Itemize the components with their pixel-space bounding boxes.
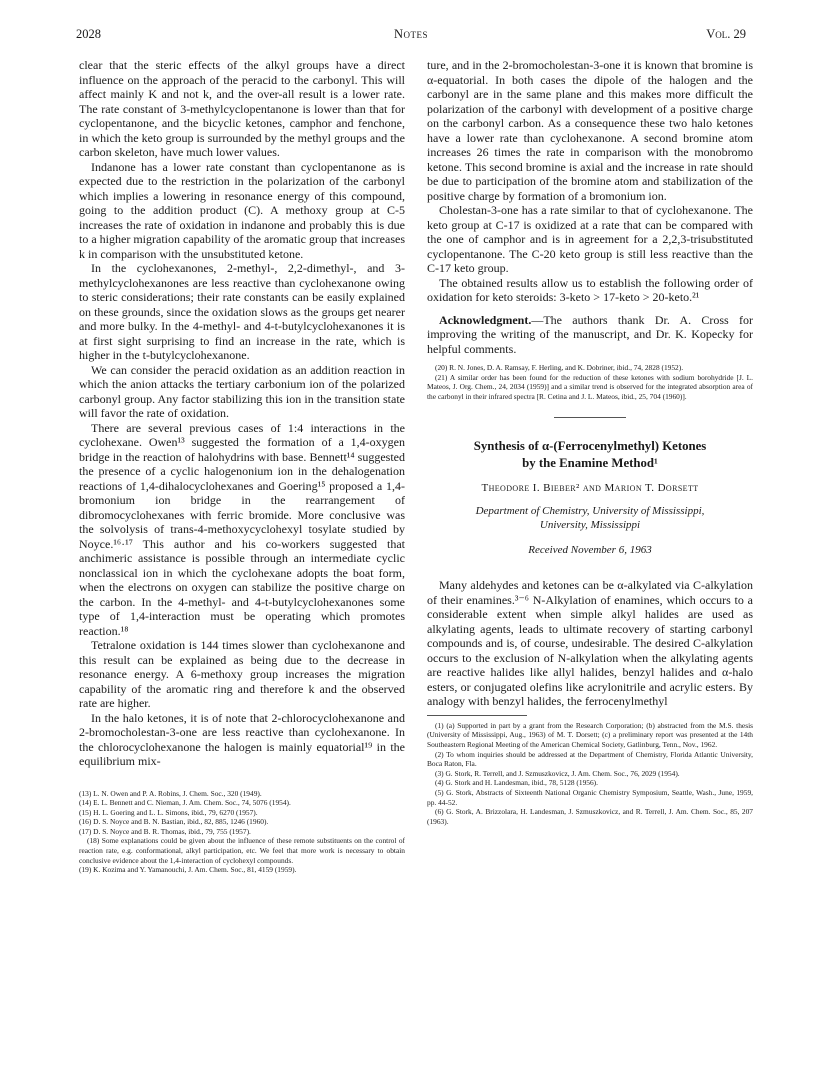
received-date: Received November 6, 1963: [528, 544, 652, 557]
footnote: (6) G. Stork, A. Brizzolara, H. Landesman, J. Szmuszkovicz, and R. Terrell, J. Am. Chem. Soc., 85, 207 (1963).: [427, 807, 753, 826]
paragraph: In the halo ketones, it is of note that 2-chlorocyclohexanone and 2-bromocholestan-3-one are less reactive than cyclohexanone. In the chlorocyclohexanone the halogen is mainly equatorial¹⁹ in the equilibrium mix-: [79, 710, 405, 768]
paragraph: In the cyclohexanones, 2-methyl-, 2,2-dimethyl-, and 3-methylcyclohexanones are less reactive than cyclohexanone owing to steric considerations; their rate constants can be easily explained on these grounds, since the oxidation slows as the groups get nearer and more bulky. In the 4-methyl- and 4-t-butylcyclohexanones it is at first sight surprising to find an increase in the rate, which is higher in the t-butylcyclohexanone.: [79, 261, 405, 362]
paragraph: Indanone has a lower rate constant than cyclopentanone as is expected due to the restriction in the polarization of the carbonyl which implies a lowering in resonance energy of this compound, going to the addition product (C). A methoxy group at C-5 increases the rate of oxidation in indanone and probably this is due to a higher migration capability of the aromatic group that increases k in comparison with the unsubstituted ketone.: [79, 159, 405, 261]
article-authors: Theodore I. Bieber² and Marion T. Dorsett: [481, 482, 699, 495]
acknowledgment-label: Acknowledgment.: [439, 312, 532, 327]
left-column: [79, 58, 405, 875]
article-title-line2: by the Enamine Method¹: [522, 456, 658, 471]
footnote: (16) D. S. Noyce and B. N. Bastian, ibid., 82, 885, 1246 (1960).: [79, 817, 269, 827]
paragraph: The obtained results allow us to establish the following order of oxidation for keto steroids: 3-keto > 17-keto > 20-keto.²¹: [427, 275, 753, 304]
footnote: (17) D. S. Noyce and B. R. Thomas, ibid., 79, 755 (1957).: [79, 826, 251, 836]
footnote: (15) H. L. Goering and L. L. Simons, ibid., 79, 6270 (1957).: [79, 807, 258, 817]
article-title: Synthesis of α-(Ferrocenylmethyl) Ketones: [473, 439, 707, 454]
footnote: (20) R. N. Jones, D. A. Ramsay, F. Herling, and K. Dobriner, ibid., 74, 2828 (1952).: [435, 363, 684, 372]
affiliation: Department of Chemistry, University of Mississippi,: [475, 505, 705, 518]
page-number: 2028: [76, 27, 101, 41]
paragraph: clear that the steric effects of the alkyl groups have a direct influence on the approach of the peracid to the carbonyl. This will affect mainly K and not k, and the over-all result is a lower rate. The rate constant of 3-methylcyclopentanone is lower than that for cyclopentanone, and the bicyclic ketones, camphor and fenchone, in which the keto group is surrounded by the methyl groups and the carbon skeleton, have much lower values.: [79, 58, 405, 159]
footnote: (14) E. L. Bennett and C. Nieman, J. Am. Chem. Soc., 74, 5076 (1954).: [79, 798, 291, 808]
section-name: Notes: [393, 27, 429, 41]
footnote: (18) Some explanations could be given about the influence of these remote substituents on the control of reaction rate, e.g. conformational, alkyl participation, etc. We feel that more work is necessary to obtain conclusive evidence about the 1,4-interaction of cyclohexyl compounds.: [79, 836, 405, 865]
volume-label: Vol. 29: [706, 27, 746, 41]
paragraph: Tetralone oxidation is 144 times slower than cyclohexanone and this result can be explained as being due to the decrease in resonance energy. A 6-methoxy group increases the migration capability of the aromatic ring and therefore k and the observed rate are higher.: [79, 638, 405, 710]
footnote: (3) G. Stork, R. Terrell, and J. Szmuszkovicz, J. Am. Chem. Soc., 76, 2029 (1954).: [435, 768, 680, 778]
footnote: (1) (a) Supported in part by a grant from the Research Corporation; (b) abstracted from the M.S. thesis (University of Mississippi, Aug., 1963) of M. T. Dorsett; (c) a preliminary report was presented at the 14th Southeastern Regional Meeting of the American Chemical Society, Gatlinburg, Tenn., Nov., 1962.: [427, 720, 753, 750]
running-header: [76, 27, 746, 43]
footnote: (21) A similar order has been found for the reduction of these ketones with sodium borohydride [J. L. Mateos, J. Org. Chem., 24, 2034 (1959)] and a similar trend is observed for the integrated absorption area of the carbonyl in their infrared spectra [R. Cetina and J. L. Mateos, ibid., 25, 704 (1960)].: [427, 372, 753, 401]
footnote: (2) To whom inquiries should be addressed at the Department of Chemistry, Florida Atlantic University, Boca Raton, Fla.: [427, 749, 753, 769]
footnote: (19) K. Kozima and Y. Yamanouchi, J. Am. Chem. Soc., 81, 4159 (1959).: [79, 865, 297, 875]
footnote: (5) G. Stork, Abstracts of Sixteenth National Organic Chemistry Symposium, Seattle, Wash., June, 1959, pp. 44-52.: [427, 788, 753, 807]
paragraph: We can consider the peracid oxidation as an addition reaction in which the anion attacks the tertiary carbonium ion of the polarized carbonyl group. Any factor stabilizing this ion in the transition state will favor the rate of oxidation.: [79, 362, 405, 420]
paragraph: ture, and in the 2-bromocholestan-3-one it is known that bromine is α-equatorial. In both cases the dipole of the halogen and the carbonyl are in the same plane and this makes more difficult the polarization of the carbonyl with development of a positive charge on the carbonyl carbon. As a consequence these two halo ketones have a lower rate than cyclohexanone. A second bromine atom increases 26 times the rate in comparison with the monobromo ketone. This second bromine is axial and the increase in rate should be due to participation of the bromine atom and stabilization of the positive charge by formation of a bromonium ion.: [427, 58, 753, 203]
paragraph: Cholestan-3-one has a rate similar to that of cyclohexanone. The keto group at C-17 is oxidized at a rate that can be compared with the one of camphor and is in agreement for a 2,2,3-trisubstituted cyclopentanone. The C-20 keto group is still less reactive than the C-17 keto group.: [427, 203, 753, 275]
footnote-rule: [427, 715, 527, 716]
affiliation-line2: University, Mississippi: [539, 519, 641, 532]
paragraph: Many aldehydes and ketones can be α-alkylated via C-alkylation of their enamines.³⁻⁶ N-Alkylation of enamines, which occurs to a considerable extent when simple alkyl halides are used as alkylating agents, leads to ultimate recovery of starting carbonyl compounds and is, of course, undesirable. The desired C-alkylation occurs to the exclusion of N-alkylation when the alkylating agents are reactive halides like allyl halides, benzyl halides and α-halo esters, or conjugated olefins like acrylonitrile and acrylic esters. By analogy with benzyl halides, the ferrocenylmethyl: [427, 578, 753, 709]
section-divider: [554, 417, 626, 418]
right-column: [427, 58, 753, 826]
paragraph: There are several previous cases of 1:4 interactions in the cyclohexane. Owen¹³ suggested the formation of a 1,4-oxygen bridge in the reaction of halohydrins with base. Bennett¹⁴ suggested the presence of a cyclic halogenonium ion in the dehalogenation reactions of 1,4-dihalocyclohexanes and Goering¹⁵ proposed a 1,4-bromonium ion bridge in the rearrangement of dibromocyclohexanes with ferric bromide. More conclusive was the solvolysis of trans-4-methoxycyclohexyl tosylate studied by Noyce.¹⁶·¹⁷ This author and his co-workers suggested that anchimeric assistance is possible through an intermediate cyclic nonclassical ion in which the cyclohexane adopts the boat form, when the electrons on oxygen can stabilize the positive charge on the carbon. In the 4-methyl- and 4-t-butylcyclohexanones some type of 1,4-interaction must be operating which promotes reaction.¹⁸: [79, 420, 405, 638]
footnote: (13) L. N. Owen and P. A. Robins, J. Chem. Soc., 320 (1949).: [79, 788, 262, 798]
acknowledgment: [427, 313, 753, 357]
acknowledgment-text: —The authors thank Dr. A. Cross for improving the writing of the manuscript, and Dr. K. Kopecky for helpful comments.: [427, 312, 753, 356]
footnote: (4) G. Stork and H. Landesman, ibid., 78, 5128 (1956).: [435, 778, 598, 788]
